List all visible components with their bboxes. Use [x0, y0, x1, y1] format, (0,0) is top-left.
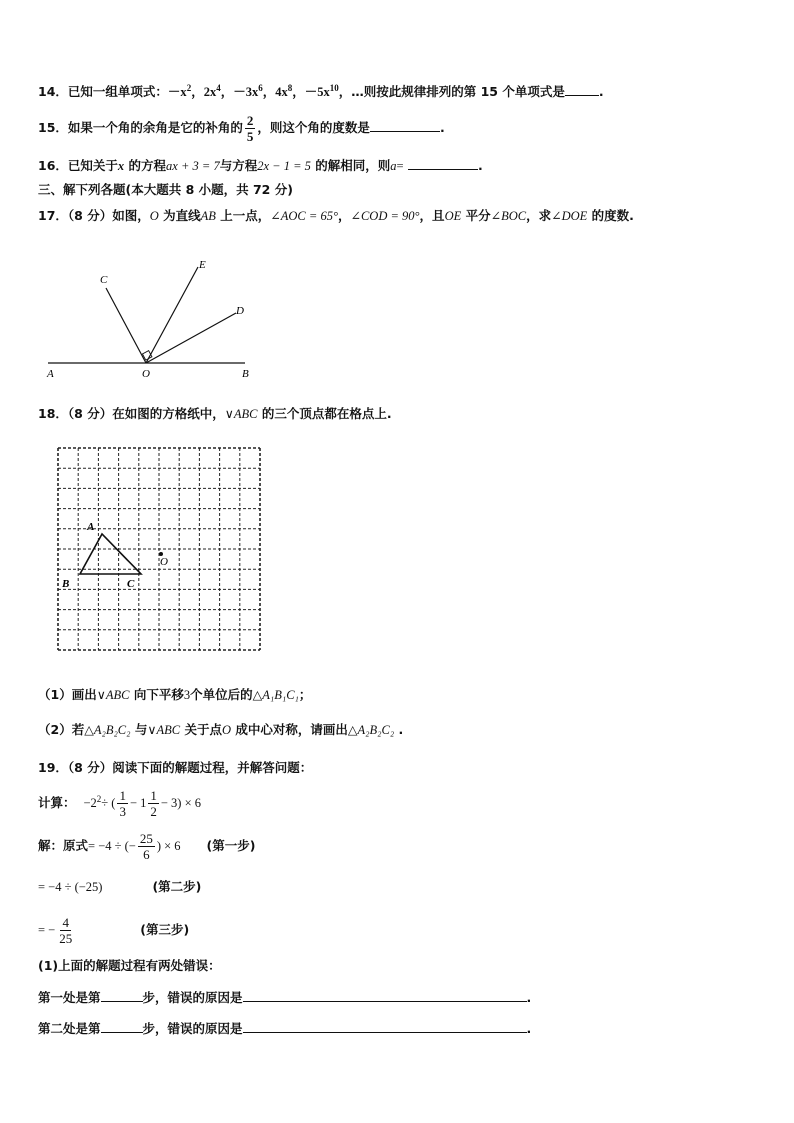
reason-blank-1[interactable]: [243, 988, 527, 1002]
label-D: D: [236, 305, 244, 317]
question-number: 18．: [38, 406, 68, 421]
label-B: B: [62, 578, 70, 590]
label-O: O: [142, 368, 150, 380]
term-2: ，$2x^4$: [191, 82, 221, 99]
triangle-ABC: [80, 534, 141, 574]
question-number: 16．: [38, 158, 68, 173]
label-C: C: [100, 274, 108, 286]
term-4: ，$4x^8$: [262, 82, 293, 99]
question-15: 15．如果一个角的余角是它的补角的 $\frac{2}{5}$ ，则这个角的度数是 .: [38, 113, 445, 144]
question-score: （8 分）: [67, 208, 113, 223]
question-text-2: ，…则按此规律排列的第 15 个单项式是: [338, 84, 565, 99]
error-2-line: 第二处是第 步，错误的原因是 .: [38, 1021, 532, 1036]
fraction-1-2: $\frac{1}{2}$: [150, 788, 157, 819]
label-A: A: [47, 368, 54, 380]
solution-step-2: = −4 ÷ (−25) (第二步): [38, 879, 202, 894]
label-O: O: [160, 556, 168, 568]
question-text: 如果一个角的余角是它的补角的: [67, 120, 243, 135]
step-blank-1[interactable]: [101, 988, 143, 1002]
calculation-line: 计算： $-2^2\div$ ( $\frac{1}{3}$ − 1 $\frac{1}{2}$ − 3) × 6: [38, 788, 202, 819]
question-number: 14．: [38, 84, 68, 99]
fraction-4-25: $\frac{4}{25}$: [59, 915, 73, 946]
question-score: （8 分）: [67, 760, 113, 775]
label-B: B: [242, 368, 249, 380]
label-A: A: [87, 521, 95, 533]
label-E: E: [199, 259, 206, 271]
question-14: 14．已知一组单项式：$-x^2$，$2x^4$，$-3x^6$，$4x^8$，$-5x^{10}$，…则按此规律排列的第 15 个单项式是 .: [38, 82, 604, 99]
term-3: ，$-3x^6$: [220, 82, 263, 99]
question-number: 19．: [38, 760, 68, 775]
fraction-25-6: $\frac{25}{6}$: [139, 831, 153, 862]
answer-blank[interactable]: [408, 156, 478, 170]
question-19: 19．（8 分）阅读下面的解题过程，并解答问题：: [38, 760, 313, 775]
question-text-2: ，则这个角的度数是: [257, 120, 370, 135]
grid-figure: [52, 438, 272, 670]
error-1-line: 第一处是第 步，错误的原因是 .: [38, 990, 532, 1005]
question-18: 18．（8 分）在如图的方格纸中，∨ABC 的三个顶点都在格点上.: [38, 406, 392, 421]
answer-blank[interactable]: [370, 118, 440, 132]
question-18-part-2: （2）若△A₂B₂C₂ 与∨ABC 关于点O 成中心对称，请画出△A₂B₂C₂ .: [38, 722, 404, 737]
question-19-part-1: (1)上面的解题过程有两处错误：: [38, 958, 221, 973]
term-5: ，$-5x^{10}$: [292, 82, 339, 99]
question-text: 已知一组单项式：: [67, 84, 168, 99]
fraction-2-5: $\frac{2}{5}$: [246, 113, 254, 144]
section-title: 三、解下列各题(本大题共 8 小题，共 72 分): [38, 182, 293, 197]
solution-step-3: = − $\frac{4}{25}$ (第三步): [38, 915, 190, 946]
term-1: $-x^2$: [167, 82, 192, 99]
dashed-grid: [58, 448, 260, 650]
angle-figure: [40, 255, 260, 385]
equation-1: ax + 3 = 7: [166, 159, 220, 173]
step-blank-2[interactable]: [101, 1019, 143, 1033]
reason-blank-2[interactable]: [243, 1019, 527, 1033]
label-C: C: [127, 578, 135, 590]
question-number: 17．: [38, 208, 68, 223]
ray-OC: [106, 288, 146, 363]
answer-blank[interactable]: [565, 82, 599, 96]
question-16: 16．已知关于x 的方程ax + 3 = 7与方程2x − 1 = 5 的解相同，则a= .: [38, 158, 483, 173]
fraction-1-3: $\frac{1}{3}$: [119, 788, 126, 819]
equation-2: 2x − 1 = 5: [257, 159, 311, 173]
question-number: 15．: [38, 120, 68, 135]
question-score: （8 分）: [67, 406, 113, 421]
solution-step-1: 解：原式= −4 ÷ (− $\frac{25}{6}$ ) × 6 (第一步): [38, 831, 256, 862]
question-18-part-1: （1）画出∨ABC 向下平移3个单位后的△A₁B₁C₁；: [38, 687, 312, 702]
question-17: 17．（8 分）如图，O 为直线AB 上一点，∠AOC = 65°，∠COD = 90°，且OE 平分∠BOC，求∠DOE 的度数.: [38, 208, 634, 223]
